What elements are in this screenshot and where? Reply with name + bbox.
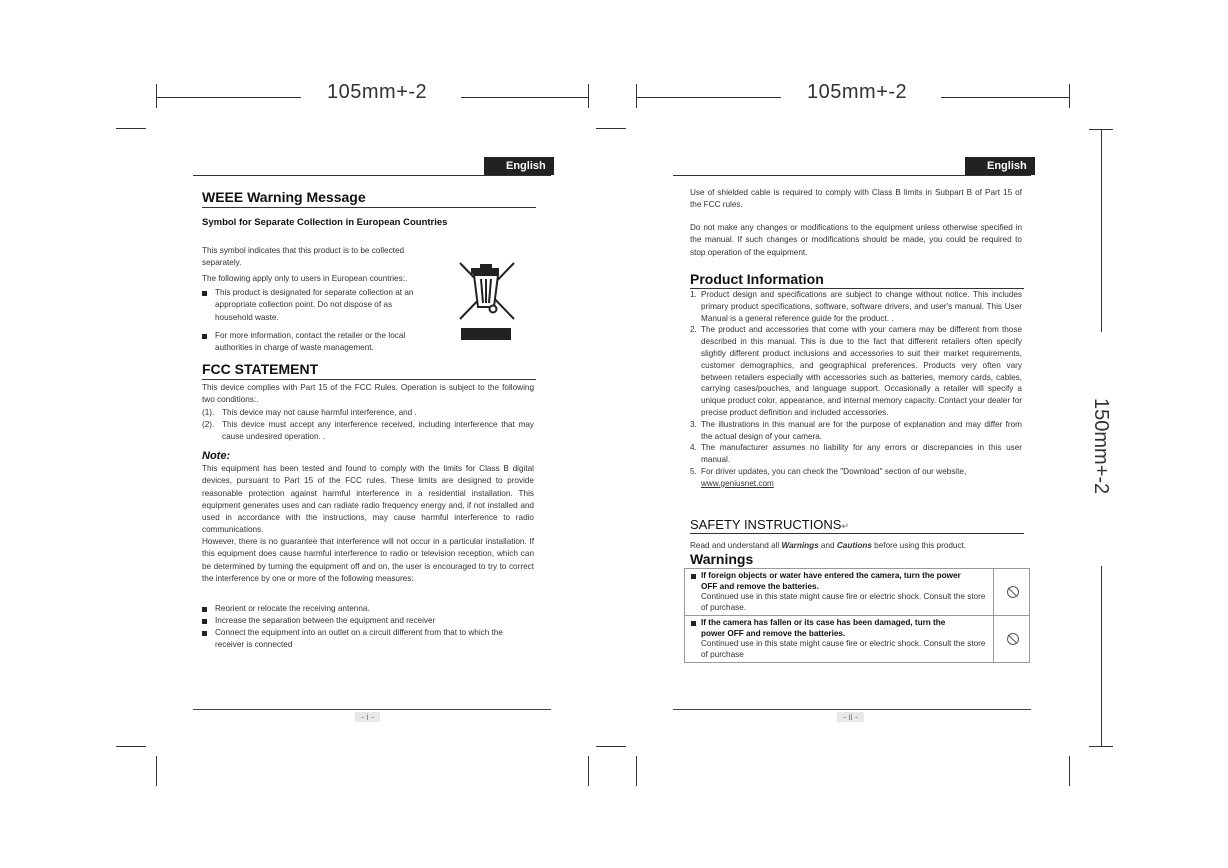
warnings-title: Warnings [690,551,754,567]
list-item: For more information, contact the retailer or the local authorities in charge of waste management. [202,330,432,355]
list-item: This product is designated for separate collection at an appropriate collection point. Do not dispose of as household waste. [202,287,432,324]
list-item: 1. Product design and specifications are subject to change without notice. This includes primary product specifications, software, software drivers, and user's manual. This User Manual is a general reference guide for the product. . [690,290,1022,323]
right-header-rule [673,175,1031,176]
right-width-line-b [941,97,1069,98]
height-tick-a [1089,129,1113,130]
right-footer-rule [673,709,1031,710]
height-tick-b [1089,746,1113,747]
left-width-tick-a [156,84,157,108]
language-tab: English [965,157,1035,175]
warnings-table [684,568,1030,663]
weee-intro-2: The following apply only to users in European countries:. [202,274,408,283]
list-item: Connect the equipment into an outlet on a circuit different from that to which the receiver is connected [202,627,534,652]
list-item: 5. For driver updates, you can check the "Download" section of our website, www.geniusnet.com [690,466,967,488]
right-width-line-a [636,97,781,98]
condition-number: (1). [202,408,215,417]
return-mark: ↵ [841,521,849,531]
condition-number: (2). [202,420,215,429]
website-link[interactable]: www.geniusnet.com [701,478,774,488]
fcc-continued-1: Use of shielded cable is required to comply with Class B limits in Subpart B of Part 15 of the FCC rules. [690,188,1022,210]
fcc-intro: This device complies with Part 15 of the FCC Rules. Operation is subject to the following two conditions:. [202,383,534,405]
prohibited-icon [1007,633,1019,645]
crop-mark [596,746,626,747]
condition-text: This device must accept any interference received, including interference that may cause undesired operation. . [222,420,534,442]
product-info-list [690,289,1022,490]
fcc-condition-2 [202,419,534,444]
left-footer-rule [193,709,551,710]
condition-text: This device may not cause harmful interference, and . [222,408,417,417]
crop-mark [1069,756,1070,786]
table-row: If foreign objects or water have entered the camera, turn the power OFF and remove the batteries. Continued use in this state might cause fire or electric shock. Consult the store of purchase. [685,569,1029,616]
left-width-line-b [461,97,588,98]
left-header-rule [193,175,551,176]
product-info-title: Product Information [690,271,1024,289]
prohibited-icon [1007,586,1019,598]
height-label: 150mm+-2 [1090,398,1112,495]
left-width-label: 105mm+-2 [327,81,428,103]
page-number: - i - [355,712,380,722]
crop-mark [596,128,626,129]
height-line-b [1101,566,1102,746]
table-row: If the camera has fallen or its case has been damaged, turn the power OFF and remove the batteries. Continued use in this state might cause fire or electric shock. Consult the store of purchase [685,616,1029,662]
list-item: Increase the separation between the equipment and receiver [202,615,534,627]
note-paragraph-1: This equipment has been tested and found to comply with the limits for Class B digital devices, pursuant to Part 15 of the FCC rules. These limits are designed to provide reasonable protection against harmful interference in a residential installation. This equipment generates uses and can radiate radio frequency energy and, if not installed and used in accordance with the instructions, may cause harmful interference to radio communications. [202,464,534,535]
list-item: 3. The illustrations in this manual are for the purpose of explanation and may differ from the actual design of your camera. [690,419,1022,441]
fcc-title: FCC STATEMENT [202,361,536,380]
fcc-condition-1 [202,407,534,419]
crossed-out-wheelie-bin-icon [456,257,518,343]
crop-mark [156,756,157,786]
right-width-tick-a [636,84,637,108]
list-item: 2. The product and accessories that come with your camera may be different from those described in this manual. This is due to the fact that different retailers often specify slightly different product inclusions and accessories to suit their market requirements, customer demographics, and geographical preferences. Products very often vary between retailers especially with accessories such as batteries, memory cards, cables, carrying cases/pouches, and language support. Occasionally a retailer will specify a unique product color, appearance, and internal memory capacity. Contact your dealer for precise product definition and included accessories. [690,325,1022,417]
right-width-tick-b [1069,84,1070,108]
note-title: Note: [202,450,231,462]
left-width-line-a [156,97,301,98]
page-number: - ii - [837,712,864,722]
left-width-tick-b [588,84,589,108]
list-item: 4. The manufacturer assumes no liability for any errors or discrepancies in this user manual. [690,443,1022,465]
crop-mark [116,746,146,747]
weee-title: WEEE Warning Message [202,189,536,208]
note-paragraph-2: However, there is no guarantee that interference will not occur in a particular installation. If this equipment does cause harmful interference to radio or television reception, which can be determined by turning the equipment off and on, the user is encouraged to try to correct the interference by one or more of the following measures: [202,537,534,583]
crop-mark [636,756,637,786]
fcc-continued-2: Do not make any changes or modifications to the equipment unless otherwise specified in the manual. If such changes or modifications should be made, you could be required to stop operation of the equipment. [690,223,1022,257]
right-width-label: 105mm+-2 [807,81,908,103]
height-line-a [1101,129,1102,332]
safety-intro: Read and understand all Warnings and Cautions before using this product. [690,541,967,550]
crop-mark [116,128,146,129]
crop-mark [588,756,589,786]
weee-subtitle: Symbol for Separate Collection in European Countries [202,217,448,228]
list-item: Reorient or relocate the receiving antenna. [202,603,534,615]
safety-title: SAFETY INSTRUCTIONS↵ [690,517,1024,534]
weee-intro-1: This symbol indicates that this product is to be collected separately. [202,246,405,268]
language-tab: English [484,157,554,175]
